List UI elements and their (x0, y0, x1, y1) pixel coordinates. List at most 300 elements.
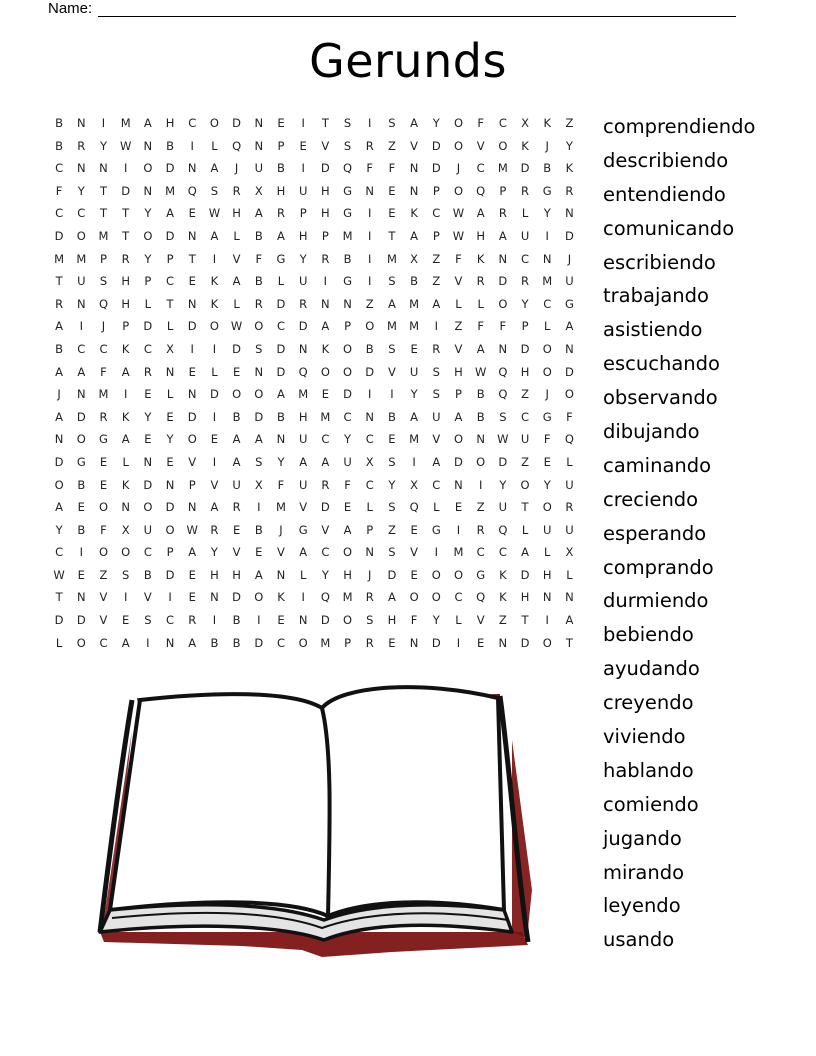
grid-letter[interactable]: N (76, 116, 86, 130)
grid-letter[interactable]: S (388, 500, 396, 515)
grid-letter[interactable]: R (121, 251, 130, 266)
grid-letter[interactable]: E (232, 522, 241, 537)
grid-letter[interactable]: X (254, 183, 263, 198)
grid-letter[interactable]: B (166, 138, 174, 153)
grid-letter[interactable]: N (165, 635, 175, 650)
grid-letter[interactable]: F (410, 613, 418, 628)
grid-letter[interactable]: M (165, 183, 175, 198)
grid-letter[interactable]: E (343, 500, 352, 515)
grid-letter[interactable]: S (388, 274, 396, 289)
grid-letter[interactable]: P (188, 477, 196, 492)
grid-letter[interactable]: D (254, 635, 264, 650)
grid-letter[interactable]: V (387, 364, 396, 379)
grid-letter[interactable]: O (453, 116, 463, 130)
grid-letter[interactable]: F (55, 183, 63, 198)
grid-letter[interactable]: A (565, 319, 574, 334)
grid-letter[interactable]: N (365, 183, 375, 198)
grid-letter[interactable]: U (498, 500, 508, 515)
grid-letter[interactable]: N (76, 296, 86, 311)
grid-letter[interactable]: Y (543, 477, 551, 492)
grid-letter[interactable]: A (476, 206, 485, 221)
grid-letter[interactable]: C (166, 274, 175, 289)
grid-letter[interactable]: F (100, 522, 107, 537)
grid-letter[interactable]: N (476, 432, 485, 447)
grid-letter[interactable]: B (143, 567, 152, 582)
grid-letter[interactable]: E (188, 590, 196, 605)
grid-letter[interactable]: P (144, 274, 152, 289)
grid-letter[interactable]: Z (432, 274, 441, 289)
grid-letter[interactable]: H (210, 567, 219, 582)
grid-letter[interactable]: V (476, 138, 485, 153)
grid-letter[interactable]: M (409, 319, 420, 334)
grid-letter[interactable]: A (210, 500, 219, 515)
grid-letter[interactable]: D (454, 454, 463, 469)
grid-letter[interactable]: O (476, 454, 486, 469)
grid-letter[interactable]: A (121, 635, 130, 650)
grid-letter[interactable]: U (565, 522, 574, 537)
grid-letter[interactable]: M (320, 409, 331, 424)
grid-letter[interactable]: E (77, 500, 85, 515)
grid-letter[interactable]: N (143, 138, 153, 153)
grid-letter[interactable]: S (388, 545, 396, 560)
grid-letter[interactable]: L (455, 296, 462, 311)
grid-letter[interactable]: I (368, 116, 372, 130)
grid-letter[interactable]: K (499, 590, 507, 605)
grid-letter[interactable]: K (121, 477, 130, 492)
grid-letter[interactable]: A (521, 545, 529, 560)
grid-letter[interactable]: K (210, 274, 219, 289)
grid-letter[interactable]: N (565, 206, 574, 221)
grid-letter[interactable]: O (498, 138, 508, 153)
grid-letter[interactable]: Q (343, 161, 353, 176)
grid-letter[interactable]: R (432, 341, 441, 356)
grid-letter[interactable]: B (210, 635, 219, 650)
grid-letter[interactable]: P (455, 387, 462, 402)
grid-letter[interactable]: A (432, 454, 441, 469)
grid-letter[interactable]: E (388, 206, 396, 221)
grid-letter[interactable]: H (321, 206, 330, 221)
grid-letter[interactable]: R (565, 183, 574, 198)
grid-letter[interactable]: X (410, 251, 419, 266)
grid-letter[interactable]: I (212, 454, 217, 469)
grid-letter[interactable]: E (410, 567, 418, 582)
grid-letter[interactable]: O (76, 432, 86, 447)
grid-letter[interactable]: G (542, 409, 552, 424)
grid-letter[interactable]: M (386, 319, 397, 334)
grid-letter[interactable]: V (321, 138, 330, 153)
grid-letter[interactable]: H (121, 296, 130, 311)
grid-letter[interactable]: Q (498, 387, 508, 402)
grid-letter[interactable]: G (76, 454, 86, 469)
grid-letter[interactable]: E (232, 364, 241, 379)
grid-letter[interactable]: A (387, 296, 396, 311)
grid-letter[interactable]: E (388, 183, 396, 198)
grid-letter[interactable]: N (542, 590, 552, 605)
grid-letter[interactable]: U (565, 477, 574, 492)
grid-letter[interactable]: D (298, 319, 308, 334)
grid-letter[interactable]: Y (166, 432, 174, 447)
letter-grid[interactable] (48, 112, 581, 654)
grid-letter[interactable]: H (232, 567, 241, 582)
grid-letter[interactable]: B (232, 613, 241, 628)
grid-letter[interactable]: O (343, 341, 353, 356)
grid-letter[interactable]: A (321, 454, 330, 469)
grid-letter[interactable]: D (520, 341, 530, 356)
grid-letter[interactable]: K (121, 341, 130, 356)
grid-letter[interactable]: K (210, 296, 219, 311)
grid-letter[interactable]: N (409, 635, 419, 650)
grid-letter[interactable]: H (454, 364, 463, 379)
grid-letter[interactable]: A (254, 567, 263, 582)
grid-letter[interactable]: I (545, 613, 549, 628)
grid-letter[interactable]: D (365, 364, 375, 379)
grid-letter[interactable]: L (233, 228, 240, 243)
grid-letter[interactable]: K (543, 116, 551, 130)
grid-letter[interactable]: L (122, 454, 129, 469)
grid-letter[interactable]: C (166, 613, 175, 628)
grid-letter[interactable]: M (98, 228, 109, 243)
grid-letter[interactable]: N (165, 364, 175, 379)
grid-letter[interactable]: I (368, 228, 372, 243)
grid-letter[interactable]: N (76, 387, 86, 402)
grid-letter[interactable]: N (542, 251, 552, 266)
grid-letter[interactable]: R (299, 296, 308, 311)
grid-letter[interactable]: M (320, 635, 331, 650)
grid-letter[interactable]: A (55, 500, 64, 515)
grid-letter[interactable]: V (432, 432, 441, 447)
grid-letter[interactable]: N (276, 432, 286, 447)
grid-letter[interactable]: R (276, 206, 285, 221)
grid-letter[interactable]: V (476, 613, 485, 628)
grid-letter[interactable]: B (476, 387, 485, 402)
grid-letter[interactable]: M (342, 228, 353, 243)
grid-letter[interactable]: M (298, 387, 309, 402)
grid-letter[interactable]: C (432, 477, 441, 492)
grid-letter[interactable]: N (321, 296, 330, 311)
grid-letter[interactable]: U (254, 161, 263, 176)
grid-letter[interactable]: L (166, 387, 174, 402)
grid-letter[interactable]: S (499, 409, 507, 424)
grid-letter[interactable]: N (187, 387, 197, 402)
grid-letter[interactable]: I (323, 274, 328, 289)
grid-letter[interactable]: E (388, 432, 396, 447)
grid-letter[interactable]: V (232, 251, 241, 266)
grid-letter[interactable]: K (476, 251, 485, 266)
grid-letter[interactable]: D (387, 567, 397, 582)
grid-letter[interactable]: A (188, 545, 197, 560)
grid-letter[interactable]: I (123, 590, 128, 605)
grid-letter[interactable]: D (187, 319, 197, 334)
grid-letter[interactable]: S (432, 364, 440, 379)
grid-letter[interactable]: A (565, 613, 574, 628)
grid-letter[interactable]: D (320, 161, 330, 176)
grid-letter[interactable]: T (565, 635, 573, 650)
grid-letter[interactable]: N (298, 613, 308, 628)
grid-letter[interactable]: V (99, 590, 108, 605)
grid-letter[interactable]: P (166, 545, 174, 560)
grid-letter[interactable]: A (277, 228, 285, 243)
grid-letter[interactable]: Y (299, 251, 307, 266)
grid-letter[interactable]: Y (210, 545, 218, 560)
grid-letter[interactable]: D (143, 477, 153, 492)
name-underline[interactable] (98, 2, 736, 17)
grid-letter[interactable]: Y (543, 206, 551, 221)
grid-letter[interactable]: D (209, 387, 219, 402)
grid-letter[interactable]: A (299, 545, 308, 560)
grid-letter[interactable]: S (122, 567, 130, 582)
grid-letter[interactable]: A (476, 341, 485, 356)
name-field[interactable] (48, 0, 736, 17)
grid-letter[interactable]: L (211, 138, 218, 153)
grid-letter[interactable]: D (165, 567, 175, 582)
grid-letter[interactable]: J (545, 387, 549, 402)
grid-letter[interactable]: E (321, 387, 329, 402)
grid-letter[interactable]: C (498, 545, 507, 560)
grid-letter[interactable]: E (166, 454, 174, 469)
grid-letter[interactable]: N (498, 251, 508, 266)
grid-letter[interactable]: O (542, 500, 552, 515)
grid-letter[interactable]: E (188, 206, 196, 221)
grid-letter[interactable]: B (365, 341, 374, 356)
grid-letter[interactable]: A (410, 409, 419, 424)
grid-letter[interactable]: G (564, 296, 574, 311)
grid-letter[interactable]: I (478, 477, 483, 492)
grid-letter[interactable]: G (276, 251, 286, 266)
grid-letter[interactable]: H (476, 228, 485, 243)
grid-letter[interactable]: N (165, 477, 175, 492)
grid-letter[interactable]: L (455, 613, 462, 628)
grid-letter[interactable]: N (498, 341, 508, 356)
grid-letter[interactable]: B (543, 161, 552, 176)
grid-letter[interactable]: B (55, 341, 64, 356)
grid-letter[interactable]: C (55, 545, 64, 560)
grid-letter[interactable]: O (431, 567, 441, 582)
grid-letter[interactable]: K (410, 206, 418, 221)
grid-letter[interactable]: S (144, 613, 152, 628)
grid-letter[interactable]: S (343, 138, 352, 153)
grid-letter[interactable]: P (321, 228, 329, 243)
grid-letter[interactable]: E (144, 432, 152, 447)
grid-letter[interactable]: H (542, 567, 552, 582)
grid-letter[interactable]: Y (99, 138, 107, 153)
grid-letter[interactable]: I (301, 116, 305, 130)
grid-letter[interactable]: C (321, 432, 330, 447)
grid-letter[interactable]: Z (498, 613, 507, 628)
grid-letter[interactable]: O (143, 228, 153, 243)
grid-letter[interactable]: M (342, 590, 353, 605)
grid-letter[interactable]: N (143, 183, 153, 198)
grid-letter[interactable]: M (542, 274, 553, 289)
grid-letter[interactable]: E (77, 567, 85, 582)
grid-letter[interactable]: L (233, 296, 240, 311)
grid-letter[interactable]: S (388, 116, 396, 130)
grid-letter[interactable]: J (279, 522, 283, 537)
grid-letter[interactable]: E (99, 454, 108, 469)
grid-letter[interactable]: C (55, 206, 64, 221)
grid-letter[interactable]: A (188, 635, 197, 650)
grid-letter[interactable]: D (431, 138, 441, 153)
grid-letter[interactable]: G (99, 432, 108, 447)
grid-letter[interactable]: D (520, 635, 530, 650)
grid-letter[interactable]: L (144, 296, 152, 311)
grid-letter[interactable]: M (276, 500, 286, 515)
grid-letter[interactable]: M (386, 251, 397, 266)
grid-letter[interactable]: A (254, 206, 263, 221)
grid-letter[interactable]: V (143, 590, 152, 605)
grid-letter[interactable]: X (254, 477, 263, 492)
grid-letter[interactable]: N (343, 296, 352, 311)
grid-letter[interactable]: F (100, 364, 107, 379)
grid-letter[interactable]: V (454, 274, 463, 289)
grid-letter[interactable]: P (122, 319, 130, 334)
grid-letter[interactable]: F (344, 477, 351, 492)
grid-letter[interactable]: R (232, 183, 241, 198)
grid-letter[interactable]: E (122, 613, 130, 628)
grid-letter[interactable]: A (498, 228, 507, 243)
grid-letter[interactable]: S (210, 183, 219, 198)
grid-letter[interactable]: T (99, 183, 107, 198)
grid-letter[interactable]: P (299, 206, 307, 221)
grid-letter[interactable]: L (521, 522, 529, 537)
grid-letter[interactable]: A (387, 590, 396, 605)
grid-letter[interactable]: Q (232, 138, 242, 153)
grid-letter[interactable]: U (232, 477, 241, 492)
grid-letter[interactable]: D (431, 161, 441, 176)
grid-letter[interactable]: O (209, 319, 219, 334)
grid-letter[interactable]: L (433, 500, 440, 515)
grid-letter[interactable]: Z (99, 567, 108, 582)
grid-letter[interactable]: E (299, 138, 307, 153)
grid-letter[interactable]: E (277, 116, 285, 130)
grid-letter[interactable]: O (320, 364, 330, 379)
grid-letter[interactable]: H (121, 274, 130, 289)
grid-letter[interactable]: L (211, 364, 218, 379)
grid-letter[interactable]: E (210, 432, 219, 447)
grid-letter[interactable]: C (188, 116, 197, 130)
grid-letter[interactable]: I (168, 590, 172, 605)
grid-letter[interactable]: P (521, 319, 529, 334)
grid-letter[interactable]: P (277, 138, 285, 153)
grid-letter[interactable]: O (187, 432, 197, 447)
grid-letter[interactable]: Y (321, 567, 329, 582)
grid-letter[interactable]: R (254, 296, 263, 311)
grid-letter[interactable]: R (188, 613, 197, 628)
grid-letter[interactable]: E (166, 409, 174, 424)
grid-letter[interactable]: F (566, 409, 573, 424)
grid-letter[interactable]: A (299, 454, 308, 469)
grid-letter[interactable]: N (187, 161, 197, 176)
grid-letter[interactable]: C (143, 341, 152, 356)
grid-letter[interactable]: E (410, 341, 418, 356)
grid-letter[interactable]: V (410, 545, 419, 560)
grid-letter[interactable]: I (79, 545, 83, 560)
grid-letter[interactable]: E (410, 522, 418, 537)
grid-letter[interactable]: D (254, 409, 264, 424)
grid-letter[interactable]: K (499, 567, 507, 582)
grid-letter[interactable]: U (409, 364, 419, 379)
grid-letter[interactable]: N (254, 364, 264, 379)
grid-letter[interactable]: P (432, 183, 440, 198)
grid-letter[interactable]: X (410, 477, 419, 492)
grid-letter[interactable]: W (186, 522, 198, 537)
grid-letter[interactable]: Q (498, 522, 508, 537)
grid-letter[interactable]: O (453, 567, 463, 582)
grid-letter[interactable]: R (565, 500, 574, 515)
grid-letter[interactable]: R (365, 635, 374, 650)
grid-letter[interactable]: D (520, 567, 530, 582)
grid-letter[interactable]: N (565, 590, 574, 605)
grid-letter[interactable]: A (77, 364, 86, 379)
grid-letter[interactable]: K (121, 409, 130, 424)
grid-letter[interactable]: W (452, 228, 465, 243)
grid-letter[interactable]: T (55, 274, 63, 289)
grid-letter[interactable]: V (299, 500, 308, 515)
grid-letter[interactable]: V (188, 454, 197, 469)
grid-letter[interactable]: F (455, 251, 462, 266)
grid-letter[interactable]: D (564, 228, 574, 243)
grid-letter[interactable]: O (453, 138, 463, 153)
grid-letter[interactable]: W (208, 206, 221, 221)
grid-letter[interactable]: N (76, 590, 86, 605)
grid-letter[interactable]: I (368, 274, 372, 289)
grid-letter[interactable]: L (55, 635, 63, 650)
grid-letter[interactable]: Y (144, 251, 152, 266)
grid-letter[interactable]: E (477, 635, 485, 650)
grid-letter[interactable]: Z (432, 251, 441, 266)
grid-letter[interactable]: D (276, 364, 286, 379)
grid-letter[interactable]: Z (521, 387, 529, 402)
grid-letter[interactable]: Q (564, 432, 574, 447)
grid-letter[interactable]: T (521, 613, 529, 628)
grid-letter[interactable]: Y (499, 477, 507, 492)
grid-letter[interactable]: O (254, 319, 264, 334)
grid-letter[interactable]: Q (409, 500, 419, 515)
grid-letter[interactable]: U (298, 432, 308, 447)
grid-letter[interactable]: J (57, 387, 61, 402)
grid-letter[interactable]: I (123, 387, 128, 402)
grid-letter[interactable]: L (521, 206, 529, 221)
grid-letter[interactable]: D (232, 116, 242, 130)
grid-letter[interactable]: O (165, 522, 175, 537)
grid-letter[interactable]: C (321, 545, 330, 560)
grid-letter[interactable]: V (99, 613, 108, 628)
grid-letter[interactable]: L (477, 296, 484, 311)
grid-letter[interactable]: U (77, 274, 86, 289)
grid-letter[interactable]: U (543, 522, 552, 537)
grid-letter[interactable]: T (321, 116, 329, 130)
grid-letter[interactable]: B (77, 522, 86, 537)
grid-letter[interactable]: N (365, 409, 375, 424)
grid-letter[interactable]: B (254, 522, 263, 537)
grid-letter[interactable]: Y (144, 206, 152, 221)
grid-letter[interactable]: B (254, 274, 263, 289)
grid-letter[interactable]: G (343, 183, 352, 198)
grid-letter[interactable]: T (122, 206, 130, 221)
grid-letter[interactable]: I (368, 387, 372, 402)
grid-letter[interactable]: O (542, 364, 552, 379)
grid-letter[interactable]: D (76, 613, 86, 628)
grid-letter[interactable]: H (298, 228, 308, 243)
grid-letter[interactable]: I (212, 409, 217, 424)
grid-letter[interactable]: P (366, 522, 374, 537)
grid-letter[interactable]: W (474, 364, 487, 379)
grid-letter[interactable]: V (410, 138, 419, 153)
grid-letter[interactable]: B (410, 274, 419, 289)
grid-letter[interactable]: J (456, 161, 461, 176)
grid-letter[interactable]: U (520, 432, 530, 447)
grid-letter[interactable]: L (277, 274, 285, 289)
grid-letter[interactable]: C (99, 341, 108, 356)
